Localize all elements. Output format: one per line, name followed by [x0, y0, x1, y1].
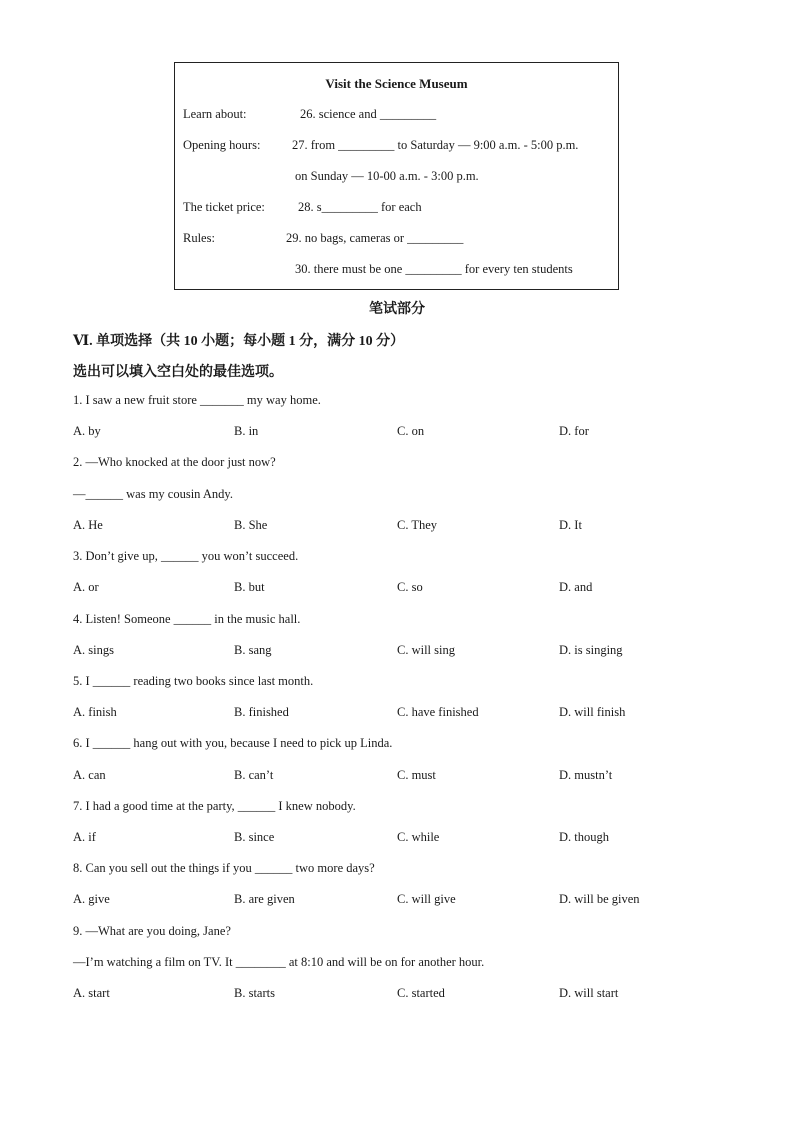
option-c: C. so	[397, 580, 423, 594]
written-part-heading: 笔试部分	[369, 302, 425, 317]
option-c: C. started	[397, 986, 445, 1000]
option-a: A. if	[73, 830, 96, 844]
option-c: C. must	[397, 768, 436, 782]
option-c: C. will give	[397, 892, 456, 906]
notice-row-label: Learn about:	[183, 107, 247, 121]
option-b: B. can’t	[234, 768, 274, 782]
notice-row-content: 27. from _________ to Saturday — 9:00 a.m. - 5:00 p.m.	[292, 138, 579, 152]
notice-row-content: 28. s_________ for each	[298, 200, 422, 214]
option-c: C. while	[397, 830, 440, 844]
question-8-options	[73, 892, 773, 910]
option-d: D. will start	[559, 986, 619, 1000]
notice-title: Visit the Science Museum	[325, 76, 468, 91]
question-3: 3. Don’t give up, ______ you won’t succeed.	[73, 549, 299, 563]
question-2-options	[73, 518, 773, 536]
question-3-options	[73, 580, 773, 598]
question-9-reply: —I’m watching a film on TV. It ________ at 8:10 and will be on for another hour.	[73, 955, 485, 969]
option-c: C. on	[397, 424, 425, 438]
notice-row-content: 26. science and _________	[300, 107, 437, 121]
option-b: B. are given	[234, 892, 295, 906]
question-7: 7. I had a good time at the party, ______ I knew nobody.	[73, 799, 356, 813]
option-b: B. starts	[234, 986, 275, 1000]
option-a: A. by	[73, 424, 101, 438]
question-7-options	[73, 830, 773, 848]
option-b: B. sang	[234, 643, 272, 657]
section-title: Ⅵ. 单项选择（共 10 小题；每小题 1 分，满分 10 分）	[73, 334, 405, 349]
option-c: C. They	[397, 518, 438, 532]
section-instruction: 选出可以填入空白处的最佳选项。	[73, 365, 283, 380]
notice-box	[174, 62, 619, 290]
option-b: B. since	[234, 830, 275, 844]
question-8: 8. Can you sell out the things if you ______ two more days?	[73, 861, 375, 875]
option-d: D. will finish	[559, 705, 626, 719]
option-b: B. finished	[234, 705, 289, 719]
option-a: A. finish	[73, 705, 117, 719]
option-b: B. She	[234, 518, 268, 532]
question-2: 2. —Who knocked at the door just now?	[73, 455, 276, 469]
option-c: C. will sing	[397, 643, 455, 657]
question-6: 6. I ______ hang out with you, because I need to pick up Linda.	[73, 736, 393, 750]
notice-row-content: on Sunday — 10-00 a.m. - 3:00 p.m.	[295, 169, 479, 183]
question-5-options	[73, 705, 773, 723]
question-9-options	[73, 986, 773, 1004]
notice-row-content: 29. no bags, cameras or _________	[286, 231, 464, 245]
question-5: 5. I ______ reading two books since last month.	[73, 674, 314, 688]
notice-row-label: Rules:	[183, 231, 215, 245]
option-a: A. can	[73, 768, 106, 782]
question-4: 4. Listen! Someone ______ in the music hall.	[73, 612, 301, 626]
option-d: D. It	[559, 518, 582, 532]
option-d: D. for	[559, 424, 589, 438]
notice-row-label: The ticket price:	[183, 200, 265, 214]
question-6-options	[73, 768, 773, 786]
notice-row-content: 30. there must be one _________ for every ten students	[295, 262, 573, 276]
option-a: A. sings	[73, 643, 114, 657]
option-d: D. will be given	[559, 892, 640, 906]
notice-row-label: Opening hours:	[183, 138, 261, 152]
question-1: 1. I saw a new fruit store _______ my way home.	[73, 393, 321, 407]
option-c: C. have finished	[397, 705, 479, 719]
option-b: B. in	[234, 424, 259, 438]
question-2-reply: —______ was my cousin Andy.	[73, 487, 233, 501]
question-4-options	[73, 643, 773, 661]
option-d: D. is singing	[559, 643, 623, 657]
option-a: A. or	[73, 580, 99, 594]
option-d: D. and	[559, 580, 593, 594]
option-b: B. but	[234, 580, 265, 594]
option-a: A. give	[73, 892, 110, 906]
question-1-options	[73, 424, 773, 442]
option-d: D. though	[559, 830, 609, 844]
option-a: A. start	[73, 986, 110, 1000]
option-d: D. mustn’t	[559, 768, 613, 782]
option-a: A. He	[73, 518, 103, 532]
question-9: 9. —What are you doing, Jane?	[73, 924, 231, 938]
